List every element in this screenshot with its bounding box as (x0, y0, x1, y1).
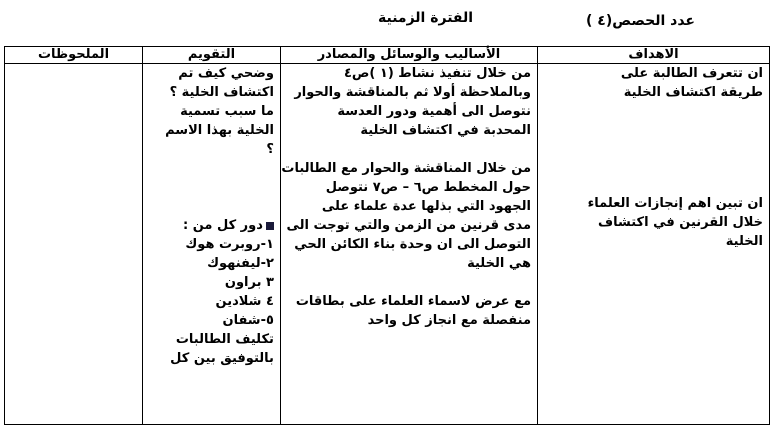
text-line: طريقة اكتشاف الخلية (623, 85, 763, 100)
header-objectives: الاهداف (538, 47, 770, 64)
text-line: وبالملاحظة أولا ثم بالمناقشة والحوار (294, 85, 531, 100)
table-row (5, 64, 770, 425)
notes-cell (5, 64, 143, 425)
text-line: خلال القرنين في اكتشاف (598, 215, 763, 230)
text-line: الخلية بهذا الاسم (165, 123, 274, 138)
page-header (0, 0, 780, 46)
text-line: التوصل الى ان وحدة بناء الكائن الحي (294, 237, 531, 252)
evaluation-cell (142, 64, 280, 425)
text-line: الجهود التي بذلها عدة علماء على (321, 199, 531, 214)
text-line: الخلية (725, 234, 763, 249)
text-line: ما سبب تسمية (180, 104, 274, 119)
objectives-cell (538, 64, 770, 425)
text-line: نتوصل الى أهمية ودور العدسة (337, 104, 531, 119)
text-line: المحدبة في اكتشاف الخلية (360, 123, 531, 138)
header-notes: الملحوظات (5, 47, 143, 64)
evaluation-2 (149, 216, 274, 368)
text-line: ٣ براون (224, 275, 274, 290)
text-line: ٥-شفان (222, 313, 274, 328)
sessions-count-label: عدد الحصص(٤ ) (586, 13, 695, 29)
text-line: حول المخطط ص٦ – ص٧ نتوصل (325, 180, 531, 195)
method-1 (287, 64, 531, 140)
text-line: بالتوفيق بين كل (170, 351, 274, 366)
text-line: منفصلة مع انجاز كل واحد (367, 313, 531, 328)
header-evaluation: التقويم (142, 47, 280, 64)
text-line: اكتشاف الخلية ؟ (169, 85, 274, 100)
text-line: ان تبين اهم إنجازات العلماء (587, 196, 763, 211)
text-line: من خلال تنفيذ نشاط (١ )ص٤ (343, 66, 531, 81)
text-line: هي الخلية (467, 256, 531, 271)
text-line: ؟ (266, 142, 274, 157)
text-line: مدى قرنين من الزمن والتي توجت الى (286, 218, 531, 233)
header-methods: الأساليب والوسائل والمصادر (280, 47, 537, 64)
text-line: وضحي كيف تم (178, 66, 274, 81)
bullet-text: دور كل من : (182, 218, 263, 233)
text-line: من خلال المناقشة والحوار مع الطالبات (281, 161, 531, 176)
method-2 (281, 159, 531, 273)
objective-1 (544, 64, 763, 102)
text-line: ٤ شلادين (215, 294, 274, 309)
text-line: ١-روبرت هوك (185, 237, 274, 252)
text-line: ان تتعرف الطالبة على (620, 66, 763, 81)
lesson-plan-table (4, 46, 770, 425)
objective-2 (544, 194, 763, 251)
time-period-label: الفترة الزمنية (378, 10, 474, 26)
text-line (149, 216, 274, 235)
text-line: ٢-ليفنهوك (207, 256, 274, 271)
text-line: مع عرض لاسماء العلماء على بطاقات (295, 294, 531, 309)
evaluation-1 (149, 64, 274, 159)
table-header-row (5, 47, 770, 64)
text-line: تكليف الطالبات (175, 332, 274, 347)
methods-cell (280, 64, 537, 425)
square-bullet-icon (266, 222, 274, 230)
method-3 (287, 292, 531, 330)
